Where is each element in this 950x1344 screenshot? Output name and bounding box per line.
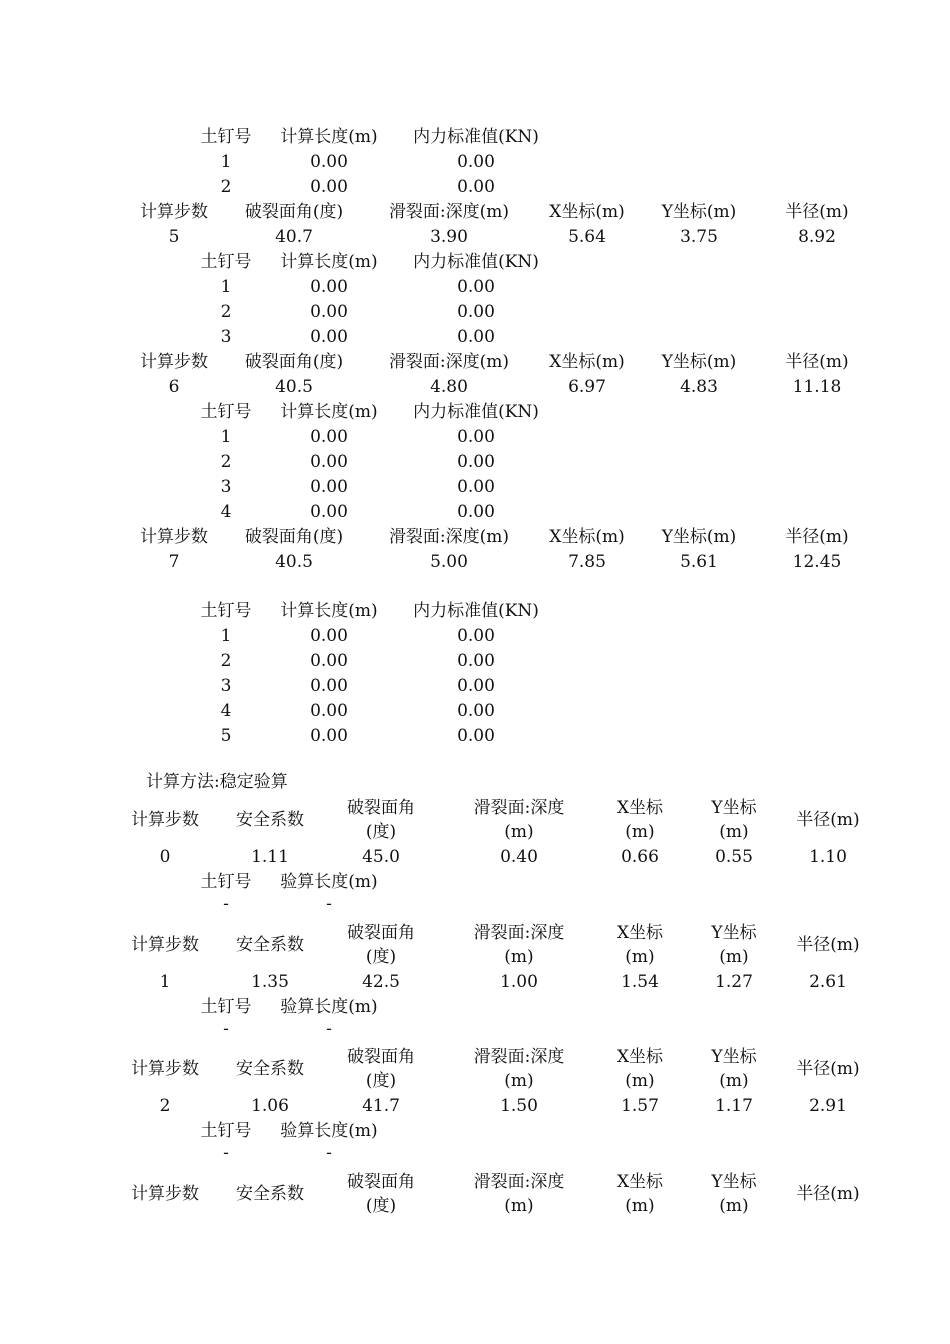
step-header-col-1: 破裂面角(度) bbox=[244, 202, 344, 222]
nail-cell: 2 bbox=[220, 177, 232, 197]
nail-cell: 0.00 bbox=[310, 302, 348, 322]
nail-cell: 0.00 bbox=[457, 302, 495, 322]
stability-header-col-4: X坐标(m) bbox=[616, 1047, 664, 1091]
step-row-cell: 4.80 bbox=[430, 377, 468, 397]
stability-header-col-4: X坐标(m) bbox=[616, 798, 664, 842]
step-header-col-5: 半径(m) bbox=[785, 527, 849, 547]
step-row-cell: 11.18 bbox=[792, 377, 842, 397]
stability-header-col-0: 计算步数 bbox=[131, 1184, 199, 1204]
nail-cell: 0.00 bbox=[310, 701, 348, 721]
stability-row-cell: 1.57 bbox=[621, 1096, 659, 1116]
nail-header-calc-length: 计算长度(m) bbox=[280, 127, 378, 147]
nail-cell: 0.00 bbox=[457, 726, 495, 746]
check-nail-header-tuding-hao: 土钉号 bbox=[200, 997, 252, 1017]
nail-cell: 0.00 bbox=[310, 327, 348, 347]
step-header-col-3: X坐标(m) bbox=[549, 202, 625, 222]
stability-header-col-5: Y坐标(m) bbox=[711, 1047, 757, 1091]
nail-header-calc-length: 计算长度(m) bbox=[280, 402, 378, 422]
stability-row-cell: 2.91 bbox=[809, 1096, 847, 1116]
stability-row-cell: 1.27 bbox=[715, 972, 753, 992]
step-header-col-0: 计算步数 bbox=[140, 202, 208, 222]
stability-header-col-1: 安全系数 bbox=[236, 1184, 304, 1204]
nail-cell: 0.00 bbox=[310, 427, 348, 447]
stability-row-cell: 41.7 bbox=[362, 1096, 400, 1116]
nail-cell: 0.00 bbox=[310, 651, 348, 671]
stability-header-col-0: 计算步数 bbox=[131, 935, 199, 955]
stability-row-cell: 1.00 bbox=[500, 972, 538, 992]
stability-row-cell: 0.40 bbox=[500, 847, 538, 867]
step-header-col-3: X坐标(m) bbox=[549, 527, 625, 547]
stability-row-cell: 0.66 bbox=[621, 847, 659, 867]
nail-header-tuding-hao: 土钉号 bbox=[200, 601, 252, 621]
dash-placeholder: - bbox=[326, 894, 332, 914]
stability-header-col-1: 安全系数 bbox=[236, 935, 304, 955]
step-header-col-1: 破裂面角(度) bbox=[244, 352, 344, 372]
stability-row-cell: 1.50 bbox=[500, 1096, 538, 1116]
nail-cell: 0.00 bbox=[457, 626, 495, 646]
stability-row-cell: 42.5 bbox=[362, 972, 400, 992]
step-row-cell: 8.92 bbox=[798, 227, 836, 247]
stability-header-col-3: 滑裂面:深度(m) bbox=[473, 798, 565, 842]
nail-cell: 0.00 bbox=[457, 177, 495, 197]
stability-row-cell: 0 bbox=[159, 847, 171, 867]
nail-cell: 0.00 bbox=[310, 626, 348, 646]
step-header-col-5: 半径(m) bbox=[785, 202, 849, 222]
nail-cell: 1 bbox=[220, 626, 232, 646]
nail-cell: 0.00 bbox=[310, 177, 348, 197]
nail-cell: 3 bbox=[220, 676, 232, 696]
step-row-cell: 5.64 bbox=[568, 227, 606, 247]
check-nail-header-length: 验算长度(m) bbox=[280, 872, 378, 892]
step-row-cell: 5 bbox=[168, 227, 180, 247]
stability-header-col-6: 半径(m) bbox=[796, 935, 860, 955]
nail-cell: 0.00 bbox=[310, 502, 348, 522]
stability-header-col-0: 计算步数 bbox=[131, 810, 199, 830]
step-row-cell: 7 bbox=[168, 552, 180, 572]
stability-header-col-4: X坐标(m) bbox=[616, 1172, 664, 1216]
nail-header-tuding-hao: 土钉号 bbox=[200, 402, 252, 422]
stability-header-col-5: Y坐标(m) bbox=[711, 1172, 757, 1216]
dash-placeholder: - bbox=[326, 1143, 332, 1163]
nail-cell: 5 bbox=[220, 726, 232, 746]
step-header-col-5: 半径(m) bbox=[785, 352, 849, 372]
nail-cell: 0.00 bbox=[457, 327, 495, 347]
stability-header-col-3: 滑裂面:深度(m) bbox=[473, 1172, 565, 1216]
nail-cell: 0.00 bbox=[457, 701, 495, 721]
nail-cell: 1 bbox=[220, 427, 232, 447]
stability-row-cell: 0.55 bbox=[715, 847, 753, 867]
stability-row-cell: 2 bbox=[159, 1096, 171, 1116]
nail-cell: 0.00 bbox=[457, 676, 495, 696]
stability-row-cell: 1.11 bbox=[251, 847, 289, 867]
stability-row-cell: 1.06 bbox=[251, 1096, 289, 1116]
stability-row-cell: 1 bbox=[159, 972, 171, 992]
stability-row-cell: 1.10 bbox=[809, 847, 847, 867]
nail-cell: 1 bbox=[220, 152, 232, 172]
stability-row-cell: 1.17 bbox=[715, 1096, 753, 1116]
calc-method-label: 计算方法:稳定验算 bbox=[146, 772, 288, 792]
stability-header-col-5: Y坐标(m) bbox=[711, 923, 757, 967]
nail-header-internal-force: 内力标准值(KN) bbox=[413, 402, 539, 422]
dash-placeholder: - bbox=[223, 1143, 229, 1163]
step-row-cell: 4.83 bbox=[680, 377, 718, 397]
step-row-cell: 40.7 bbox=[275, 227, 313, 247]
nail-cell: 0.00 bbox=[310, 676, 348, 696]
stability-header-col-2: 破裂面角(度) bbox=[347, 1047, 415, 1091]
stability-header-col-2: 破裂面角(度) bbox=[347, 798, 415, 842]
nail-cell: 0.00 bbox=[457, 651, 495, 671]
nail-cell: 0.00 bbox=[457, 277, 495, 297]
step-row-cell: 6.97 bbox=[568, 377, 606, 397]
nail-cell: 0.00 bbox=[457, 152, 495, 172]
check-nail-header-tuding-hao: 土钉号 bbox=[200, 872, 252, 892]
nail-cell: 0.00 bbox=[457, 452, 495, 472]
nail-cell: 4 bbox=[220, 502, 232, 522]
stability-row-cell: 1.54 bbox=[621, 972, 659, 992]
dash-placeholder: - bbox=[223, 894, 229, 914]
nail-header-internal-force: 内力标准值(KN) bbox=[413, 252, 539, 272]
stability-header-col-6: 半径(m) bbox=[796, 1059, 860, 1079]
step-header-col-2: 滑裂面:深度(m) bbox=[388, 527, 510, 547]
stability-header-col-3: 滑裂面:深度(m) bbox=[473, 1047, 565, 1091]
step-row-cell: 40.5 bbox=[275, 552, 313, 572]
nail-cell: 2 bbox=[220, 651, 232, 671]
step-row-cell: 3.90 bbox=[430, 227, 468, 247]
nail-cell: 3 bbox=[220, 327, 232, 347]
step-header-col-3: X坐标(m) bbox=[549, 352, 625, 372]
step-row-cell: 40.5 bbox=[275, 377, 313, 397]
step-row-cell: 6 bbox=[168, 377, 180, 397]
nail-header-tuding-hao: 土钉号 bbox=[200, 127, 252, 147]
nail-header-calc-length: 计算长度(m) bbox=[280, 252, 378, 272]
nail-cell: 0.00 bbox=[457, 427, 495, 447]
nail-cell: 0.00 bbox=[457, 502, 495, 522]
step-header-col-2: 滑裂面:深度(m) bbox=[388, 202, 510, 222]
step-row-cell: 7.85 bbox=[568, 552, 606, 572]
check-nail-header-length: 验算长度(m) bbox=[280, 1121, 378, 1141]
nail-cell: 1 bbox=[220, 277, 232, 297]
nail-cell: 2 bbox=[220, 452, 232, 472]
nail-cell: 0.00 bbox=[457, 477, 495, 497]
stability-header-col-5: Y坐标(m) bbox=[711, 798, 757, 842]
step-row-cell: 12.45 bbox=[792, 552, 842, 572]
stability-row-cell: 1.35 bbox=[251, 972, 289, 992]
dash-placeholder: - bbox=[326, 1019, 332, 1039]
nail-header-tuding-hao: 土钉号 bbox=[200, 252, 252, 272]
stability-header-col-1: 安全系数 bbox=[236, 810, 304, 830]
dash-placeholder: - bbox=[223, 1019, 229, 1039]
step-header-col-4: Y坐标(m) bbox=[661, 202, 737, 222]
step-row-cell: 5.61 bbox=[680, 552, 718, 572]
stability-header-col-2: 破裂面角(度) bbox=[347, 923, 415, 967]
stability-header-col-0: 计算步数 bbox=[131, 1059, 199, 1079]
stability-header-col-3: 滑裂面:深度(m) bbox=[473, 923, 565, 967]
stability-row-cell: 45.0 bbox=[362, 847, 400, 867]
nail-header-internal-force: 内力标准值(KN) bbox=[413, 127, 539, 147]
stability-header-col-2: 破裂面角(度) bbox=[347, 1172, 415, 1216]
check-nail-header-length: 验算长度(m) bbox=[280, 997, 378, 1017]
nail-cell: 0.00 bbox=[310, 152, 348, 172]
step-row-cell: 3.75 bbox=[680, 227, 718, 247]
check-nail-header-tuding-hao: 土钉号 bbox=[200, 1121, 252, 1141]
nail-cell: 4 bbox=[220, 701, 232, 721]
nail-cell: 0.00 bbox=[310, 477, 348, 497]
stability-header-col-6: 半径(m) bbox=[796, 810, 860, 830]
stability-header-col-6: 半径(m) bbox=[796, 1184, 860, 1204]
nail-header-internal-force: 内力标准值(KN) bbox=[413, 601, 539, 621]
stability-row-cell: 2.61 bbox=[809, 972, 847, 992]
nail-cell: 0.00 bbox=[310, 277, 348, 297]
step-header-col-4: Y坐标(m) bbox=[661, 527, 737, 547]
step-header-col-4: Y坐标(m) bbox=[661, 352, 737, 372]
nail-cell: 2 bbox=[220, 302, 232, 322]
step-header-col-2: 滑裂面:深度(m) bbox=[388, 352, 510, 372]
step-header-col-0: 计算步数 bbox=[140, 352, 208, 372]
step-row-cell: 5.00 bbox=[430, 552, 468, 572]
nail-cell: 3 bbox=[220, 477, 232, 497]
nail-cell: 0.00 bbox=[310, 452, 348, 472]
step-header-col-0: 计算步数 bbox=[140, 527, 208, 547]
stability-header-col-4: X坐标(m) bbox=[616, 923, 664, 967]
step-header-col-1: 破裂面角(度) bbox=[244, 527, 344, 547]
nail-header-calc-length: 计算长度(m) bbox=[280, 601, 378, 621]
nail-cell: 0.00 bbox=[310, 726, 348, 746]
stability-header-col-1: 安全系数 bbox=[236, 1059, 304, 1079]
